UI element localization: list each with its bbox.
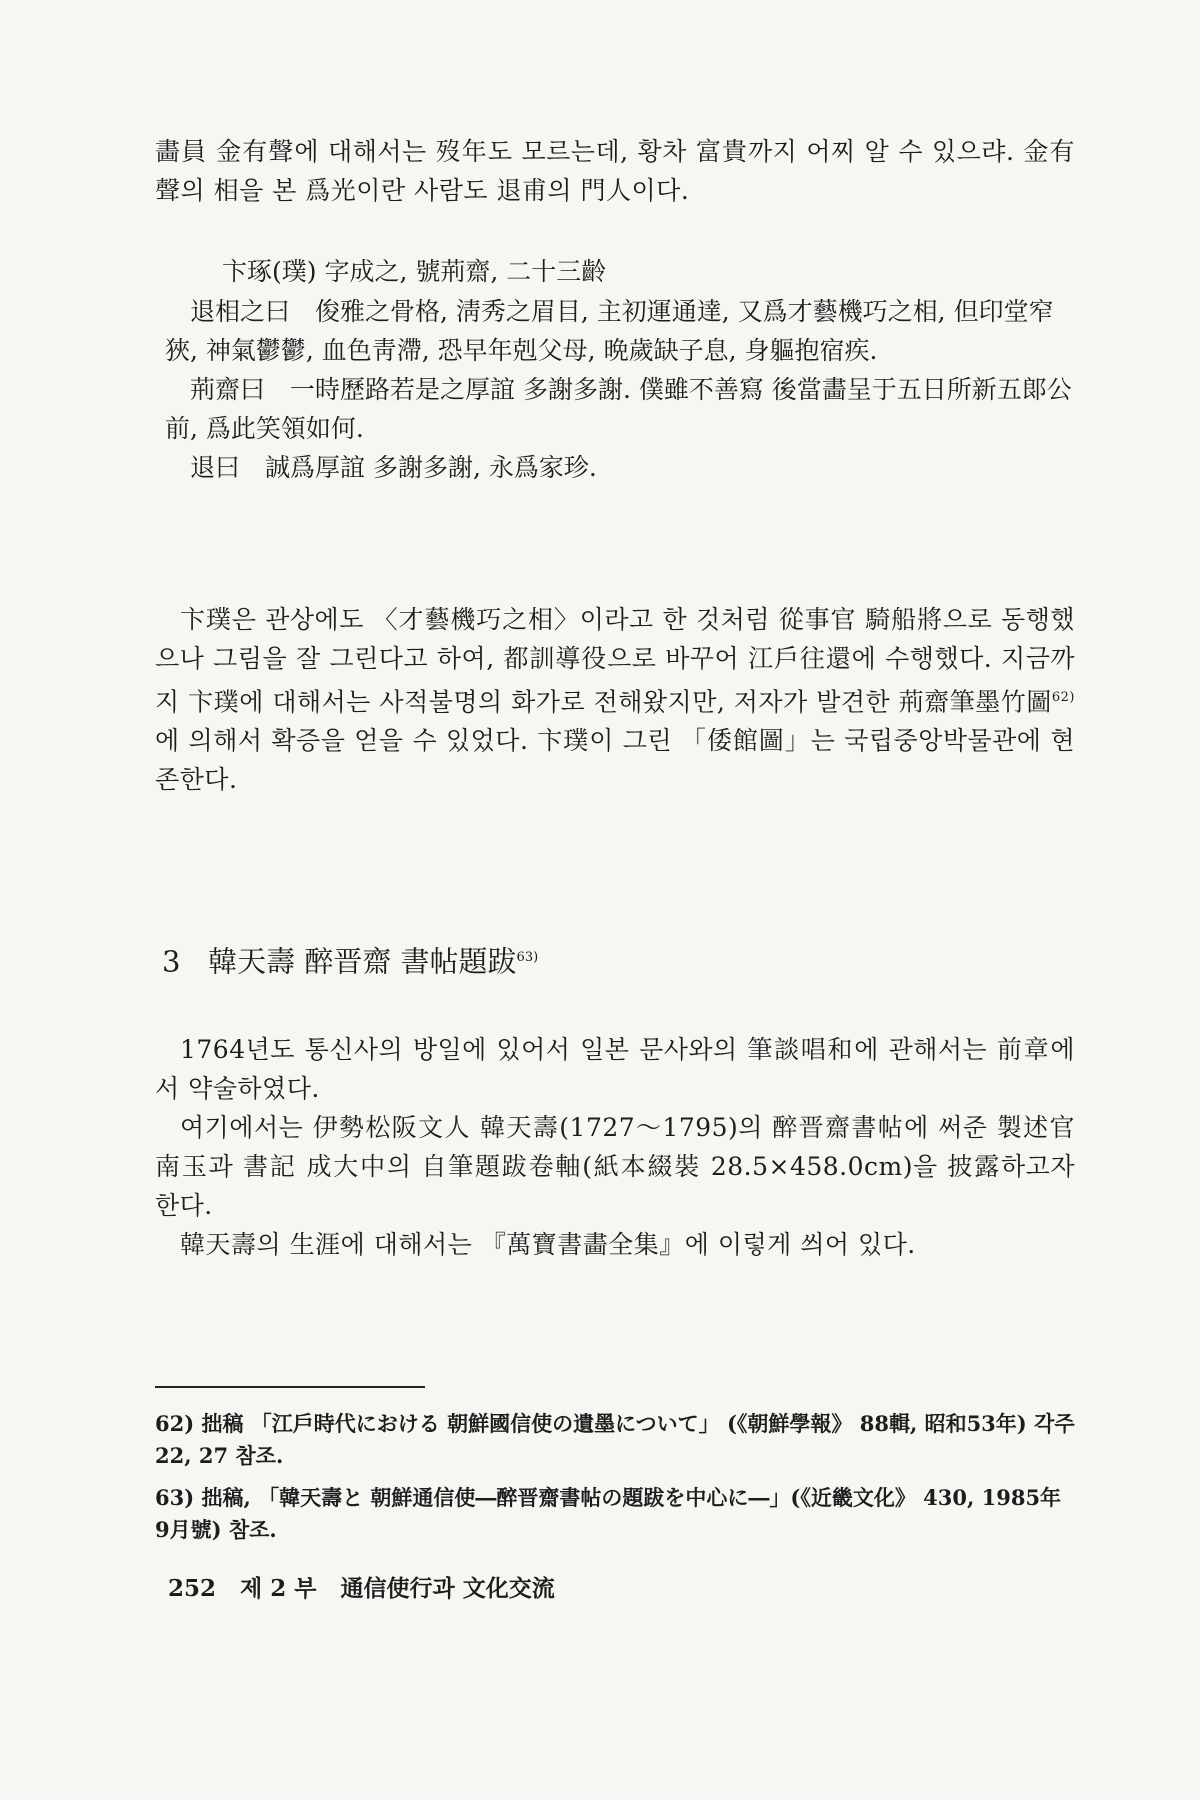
footnote: 63) 拙稿, 「韓天壽と 朝鮮通信使―醉晋齋書帖の題跋を中心に―」(《近畿文化》 430, 1985年 9月號) 참조. bbox=[155, 1485, 1062, 1542]
body-paragraph: 1764년도 통신사의 방일에 있어서 일본 문사와의 筆談唱和에 관해서는 前章에서 약술하였다. bbox=[155, 1035, 1075, 1103]
section-number: 3 bbox=[162, 944, 181, 979]
page-number: 252 bbox=[168, 1575, 217, 1602]
section-heading bbox=[162, 938, 538, 982]
quote-line: 退相之曰 俊雅之骨格, 淸秀之眉目, 主初運通達, 又爲才藝機巧之相, 但印堂窄狹, 神氣鬱鬱, 血色靑滯, 恐早年剋父母, 晩歲缺子息, 身軀抱宿疾. bbox=[165, 297, 1054, 365]
part-label: 제 2 부 bbox=[240, 1575, 317, 1602]
body-paragraph: 韓天壽의 生涯에 대해서는 『萬寶書畵全集』에 이렇게 씌어 있다. bbox=[180, 1230, 916, 1259]
footnote: 62) 拙稿 「江戶時代における 朝鮮國信使の遺墨について」 (《朝鮮學報》 88輯, 昭和53年) 각주 22, 27 참조. bbox=[155, 1411, 1075, 1468]
paragraph-bian-pu bbox=[155, 600, 1075, 799]
paragraph-text: 에 의해서 확증을 얻을 수 있었다. 卞璞이 그린 「倭館圖」는 국립중앙박물관에 현존한다. bbox=[155, 726, 1075, 795]
intro-paragraph: 畵員 金有聲에 대해서는 歿年도 모르는데, 황차 富貴까지 어찌 알 수 있으랴. 金有聲의 相을 본 爲光이란 사람도 退甫의 門人이다. bbox=[155, 137, 1075, 205]
footnote-ref: 63) bbox=[516, 950, 539, 965]
footnote-ref: 62) bbox=[1051, 690, 1075, 705]
section-title: 韓天壽 醉晋齋 書帖題跋 bbox=[208, 944, 517, 979]
quote-heading: 卞琢(璞) 字成之, 號荊齋, 二十三齡 bbox=[222, 257, 607, 286]
body-paragraph: 여기에서는 伊勢松阪文人 韓天壽(1727～1795)의 醉晋齋書帖에 써준 製述官 南玉과 書記 成大中의 自筆題跋卷軸(紙本綴裝 28.5×458.0cm)을 披露하고자 한다. bbox=[155, 1113, 1075, 1220]
footnotes bbox=[155, 1408, 1075, 1546]
part-title: 通信使行과 文化交流 bbox=[340, 1575, 555, 1602]
quote-line: 退曰 誠爲厚誼 多謝多謝, 永爲家珍. bbox=[190, 453, 597, 482]
page-footer bbox=[168, 1570, 555, 1603]
footnote-divider bbox=[155, 1386, 425, 1388]
body-block bbox=[155, 1030, 1075, 1264]
quote-line: 荊齋曰 一時歷路若是之厚誼 多謝多謝. 僕雖不善寫 後當畵呈于五日所新五郞公前, 爲此笑領如何. bbox=[165, 375, 1072, 443]
paragraph-text: 卞璞은 관상에도 〈才藝機巧之相〉이라고 한 것처럼 從事官 騎船將으로 동행했으나 그림을 잘 그린다고 하여, 都訓導役으로 바꾸어 江戶往還에 수행했다. 지금까지 卞璞에 대해서는 사적불명의 화가로 전해왔지만, 저자가 발견한 荊齋筆墨竹圖 bbox=[155, 605, 1075, 717]
quote-block bbox=[165, 292, 1075, 487]
